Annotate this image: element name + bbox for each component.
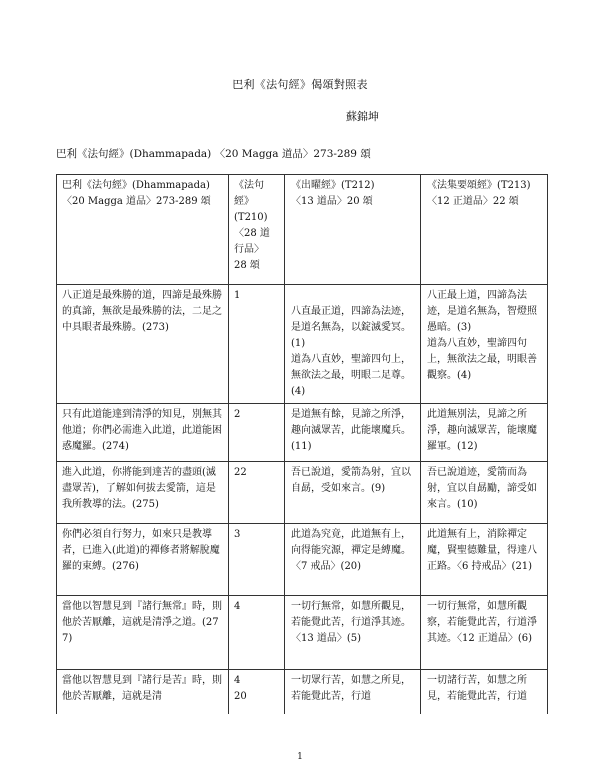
table-row — [57, 524, 548, 596]
t212-cell: 此道為究竟，此道無有上，向得能究源，禪定是縛魔。〈7 戒品〉(20) — [285, 524, 421, 596]
table-row — [57, 596, 548, 670]
t213-cell: 八正最上道，四諦為法迹，是道名無為，智燈照愚暗。(3) 道為八直妙，聖諦四句上，無欲法之最，明眼善觀察。(4) — [421, 285, 548, 404]
t213-cell: 一切諸行苦，如慧之所見，若能覺此苦，行道 — [421, 670, 548, 714]
table-row — [57, 670, 548, 714]
t210-cell: 1 — [229, 285, 285, 404]
pali-cell: 只有此道能達到清淨的知見，別無其他道；你們必需進入此道，此道能困惑魔羅。(274) — [57, 404, 229, 462]
t212-cell: 八直最正道，四諦為法迹，是道名無為，以錠滅愛冥。(1) 道為八直妙，聖諦四句上，無欲法之最，明眼二足尊。(4) — [285, 285, 421, 404]
section-subtitle: 巴利《法句經》(Dhammapada) 〈20 Magga 道品〉273-289 頌 — [56, 148, 371, 160]
header-pali: 巴利《法句經》(Dhammapada) 〈20 Magga 道品〉273-289 頌 — [57, 175, 229, 285]
page-number: 1 — [297, 752, 303, 762]
t212-cell: 是道無有餘，見諦之所淨，趣向滅眾苦，此能壞魔兵。(11) — [285, 404, 421, 462]
table-row — [57, 285, 548, 404]
t212-cell: 吾已說道，愛箭為射，宜以自勗，受如來言。(9) — [285, 462, 421, 524]
t210-cell: 3 — [229, 524, 285, 596]
pali-cell: 當他以智慧見到『諸行是苦』時，則他於苦厭離，這就是清 — [57, 670, 229, 714]
document-title: 巴利《法句經》偈頌對照表 — [232, 78, 368, 91]
header-t210: 《法句 經》 (T210) 〈28 道 行品〉 28 頌 — [229, 175, 285, 285]
t213-cell: 此道無有上，消除禪定魔，賢聖德難量，得達八正路。〈6 持戒品〉(21) — [421, 524, 548, 596]
table-row — [57, 404, 548, 462]
t213-cell: 一切行無常，如慧所觀察，若能覺此苦，行道淨其迹。〈12 正道品〉(6) — [421, 596, 548, 670]
t210-cell: 22 — [229, 462, 285, 524]
t212-cell: 一切行無常，如慧所觀見，若能覺此苦，行道淨其迹。〈13 道品〉(5) — [285, 596, 421, 670]
pali-cell: 當他以智慧見到『諸行無常』時，則他於苦厭離，這就是清淨之道。(277) — [57, 596, 229, 670]
t213-cell: 此道無別法，見諦之所淨，趣向滅眾苦，能壞魔羅軍。(12) — [421, 404, 548, 462]
table-header-row — [57, 175, 548, 285]
pali-cell: 進入此道，你將能到達苦的盡頭(滅盡眾苦)，了解如何拔去愛箭，這是我所教導的法。(275) — [57, 462, 229, 524]
header-t212: 《出曜經》(T212) 〈13 道品〉20 頌 — [285, 175, 421, 285]
verse-comparison-table — [56, 174, 548, 714]
pali-cell: 八正道是最殊勝的道，四諦是最殊勝的真諦，無欲是最殊勝的法，二足之中具眼者最殊勝。(273) — [57, 285, 229, 404]
t212-cell: 一切眾行苦，如慧之所見，若能覺此苦，行道 — [285, 670, 421, 714]
t210-cell: 2 — [229, 404, 285, 462]
author-name: 蘇錦坤 — [346, 110, 379, 123]
t213-cell: 吾已說道迹，愛箭而為射，宜以自勗勵，諦受如來言。(10) — [421, 462, 548, 524]
t210-cell: 4 20 — [229, 670, 285, 714]
table-row — [57, 462, 548, 524]
t210-cell: 4 — [229, 596, 285, 670]
pali-cell: 你們必須自行努力，如來只是教導者，已進入(此道)的禪修者將解脫魔羅的束縛。(276) — [57, 524, 229, 596]
header-t213: 《法集要頌經》(T213) 〈12 正道品〉22 頌 — [421, 175, 548, 285]
